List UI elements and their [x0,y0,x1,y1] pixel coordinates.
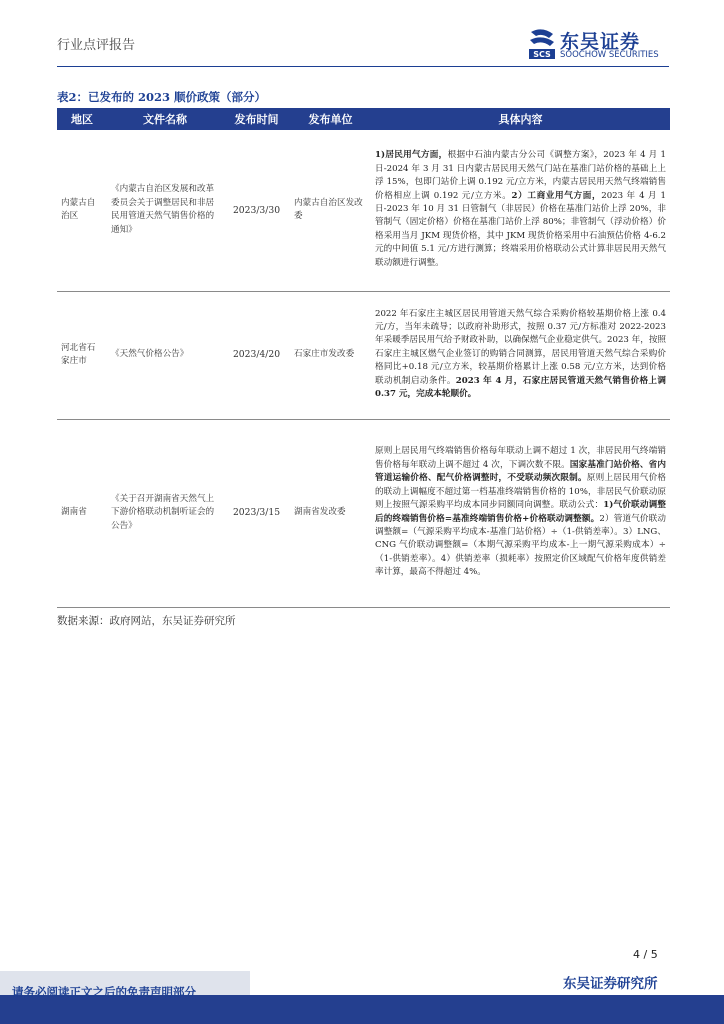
policy-table [57,108,670,608]
content-bold: 国家基准门站价格、省内管道运输价格、配气价格调整时，不受联动频次限制。 [375,459,666,484]
content-text: 2）管道气价联动调整额=（气源采购平均成本-基准门站价格）÷（1-供销差率）。3）LNG、CNG 气价联动调整额=（本期气源采购平均成本-上一期气源采购成本）÷（1-供销差率）。4）供销差率（损耗率）按照定价区域配气价格年度供销差率计算，最高不得超过 4%。 [375,513,667,578]
table-row [57,291,670,419]
content-text: 原则上居民用气价格的联动上调幅度不超过第一档基准终端销售价格的 10%，非居民气价联动原则上按照气源采购平均成本同步同额同向调整。联动公式： [375,473,666,511]
table-caption: 表2：已发布的 2023 顺价政策（部分） [57,90,267,104]
cell-content [371,130,670,291]
cell-date: 2023/4/20 [223,291,290,419]
column-header-region: 地区 [57,108,107,130]
content-text: 2022 年石家庄主城区居民用管道天然气综合采购价格较基期价格上涨 0.4 元/方，当年未疏导；以政府补助形式，按照 0.37 元/方标准对 2022-2023 年采暖季居民用气给予财政补助，以确保燃气企业稳定供气。2023 年，按照石家庄主城区燃气企业签订的购销合同测算，居民用管道天然气综合采购价格同比+0.18 元/立方米，较基期价格累计上涨 0.58 元/立方米，达到价格联动机制启动条件。 [375,308,667,386]
table-row [57,419,670,607]
header-divider [57,66,669,67]
cell-document: 《内蒙古自治区发展和改革委员会关于调整居民和非居民用管道天然气销售价格的通知》 [107,130,223,291]
source-note: 数据来源：政府网站，东吴证券研究所 [57,615,236,627]
content-text: 2023 年 4 月 1 日-2023 年 10 月 31 日管制气（非居民）价格在基准门站价上浮 20%，非管制气（固定价格）价格在基准门站价上浮 80%；非管制气（浮动价格）价格采用当月 JKM 现货价格，其中 JKM 现货价格采用中石油预估价格 4-6.2 元的中间值 5.1 元/方进行测算；终端采用价格联动公式计算非居民用天然气联动额进行调整。 [375,190,667,268]
content-text: 根据中石油内蒙古分公司《调整方案》，2023 年 4 月 1 日-2024 年 3 月 31 日内蒙古居民用天然气门站在基准门站价格的基础上上浮 15%，包即门站价上调 0.192 元/立方米，内蒙古居民用天然气终端销售价格相应上调 0.192 元/立方米。 [375,150,666,201]
cell-region: 河北省石家庄市 [57,291,107,419]
table-header-row [57,108,670,130]
logo-mark-icon [528,28,556,60]
svg-text:SCS: SCS [533,50,551,59]
cell-document: 《关于召开湖南省天然气上下游价格联动机制听证会的公告》 [107,419,223,607]
cell-content [371,419,670,607]
report-type-label: 行业点评报告 [57,38,136,53]
cell-region: 湖南省 [57,419,107,607]
content-text: 原则上居民用气终端销售价格每年联动上调不超过 1 次，非居民用气终端销售价格每年联动上调不超过 4 次，下调次数不限。 [375,446,666,470]
table-row [57,130,670,291]
footer-disclaimer: 请务必阅读正文之后的免责声明部分 [12,985,196,999]
cell-document: 《天然气价格公告》 [107,291,223,419]
logo-name: 东吴证券 [560,31,641,53]
company-logo [528,28,678,64]
content-bold: 2）工商业用气方面， [511,190,602,201]
content-bold: 2023 年 4 月，石家庄居民管道天然气销售价格上调 0.37 元，完成本轮顺价。 [375,375,666,400]
logo-subtitle: SOOCHOW SECURITIES [560,50,659,60]
cell-date: 2023/3/30 [223,130,290,291]
column-header-document: 文件名称 [107,108,223,130]
content-bold: 1)气价联动调整后的终端销售价格=基准终端销售价格+价格联动调整额。 [375,500,666,524]
cell-unit: 湖南省发改委 [290,419,371,607]
cell-content [371,291,670,419]
cell-date: 2023/3/15 [223,419,290,607]
column-header-content: 具体内容 [371,108,670,130]
column-header-unit: 发布单位 [290,108,371,130]
column-header-date: 发布时间 [223,108,290,130]
cell-unit: 石家庄市发改委 [290,291,371,419]
cell-region: 内蒙古自治区 [57,130,107,291]
cell-unit: 内蒙古自治区发改委 [290,130,371,291]
page-number: 4 / 5 [633,948,658,961]
content-bold: 1)居民用气方面， [375,150,448,161]
footer-brand: 东吴证券研究所 [563,976,658,992]
